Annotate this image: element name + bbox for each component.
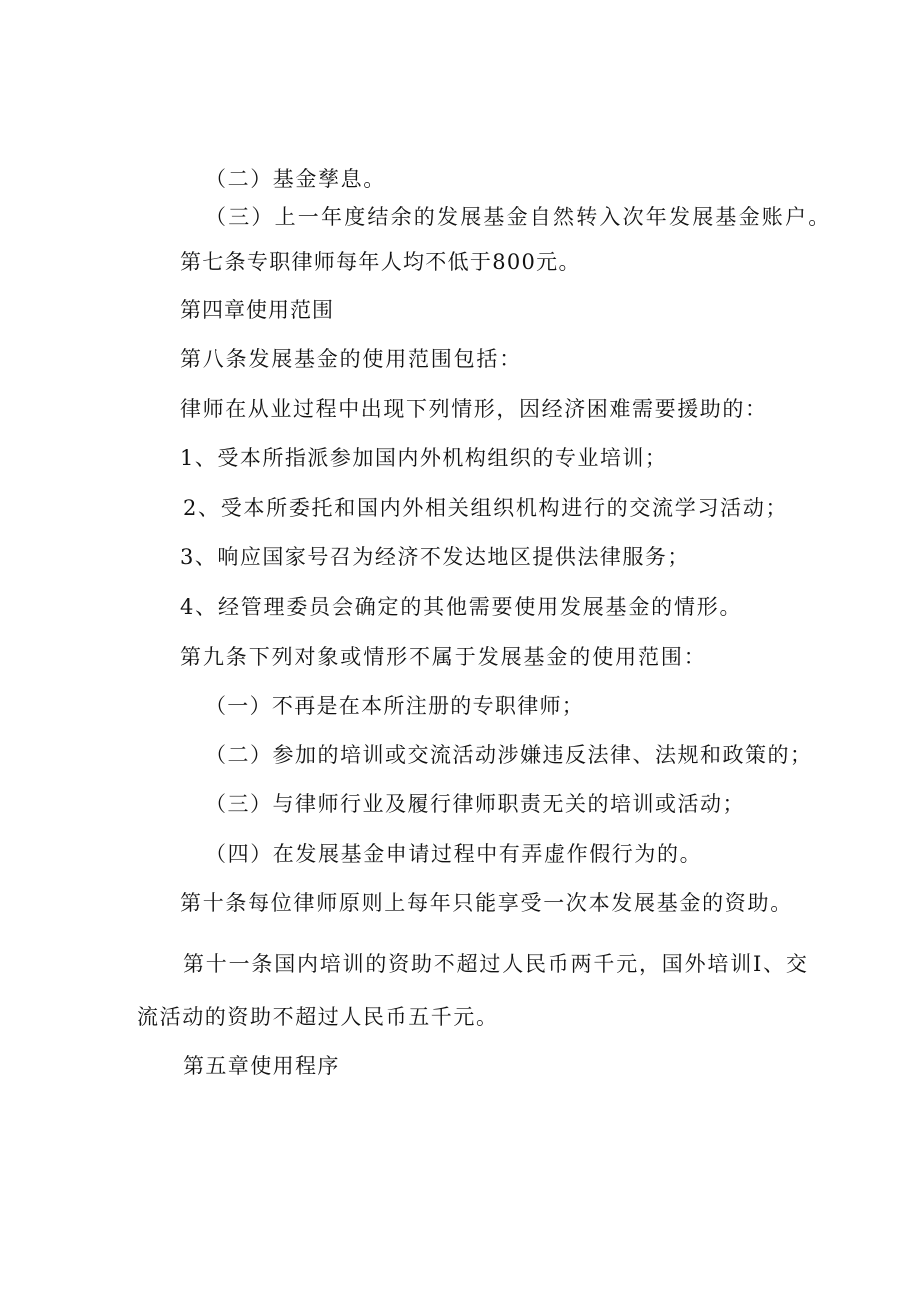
article-9-item-2: （二）参加的培训或交流活动涉嫌违反法律、法规和政策的； [205, 743, 813, 767]
article-8-item-4: 4、经管理委员会确定的其他需要使用发展基金的情形。 [180, 595, 743, 619]
article-7: 第七条专职律师每年人均不低于800元。 [180, 250, 581, 274]
clause-surplus-transfer: （三）上一年度结余的发展基金自然转入次年发展基金账户。 [205, 205, 832, 229]
chapter-4-heading: 第四章使用范围 [180, 298, 334, 322]
article-8: 第八条发展基金的使用范围包括： [180, 347, 522, 371]
article-9-item-1: （一）不再是在本所注册的专职律师； [205, 694, 585, 718]
article-9-item-3: （三）与律师行业及履行律师职责无关的培训或活动； [205, 792, 745, 816]
article-10: 第十条每位律师原则上每年只能享受一次本发展基金的资助。 [180, 891, 793, 915]
article-8-intro: 律师在从业过程中出现下列情形，因经济困难需要援助的： [180, 397, 768, 421]
article-9-item-4: （四）在发展基金申请过程中有弄虚作假行为的。 [205, 842, 703, 866]
chapter-5-heading: 第五章使用程序 [183, 1054, 340, 1078]
article-11-line-1: 第十一条国内培训的资助不超过人民币两千元，国外培训I、交 [183, 952, 809, 976]
article-8-item-3: 3、响应国家号召为经济不发达地区提供法律服务； [180, 545, 690, 569]
clause-fund-interest: （二）基金孳息。 [205, 167, 386, 191]
article-11-line-2: 流活动的资助不超过人民币五千元。 [137, 1005, 499, 1029]
article-8-item-1: 1、受本所指派参加国内外机构组织的专业培训； [180, 446, 668, 470]
article-8-item-2: 2、受本所委托和国内外相关组织机构进行的交流学习活动； [183, 496, 789, 520]
article-9: 第九条下列对象或情形不属于发展基金的使用范围： [180, 645, 707, 669]
